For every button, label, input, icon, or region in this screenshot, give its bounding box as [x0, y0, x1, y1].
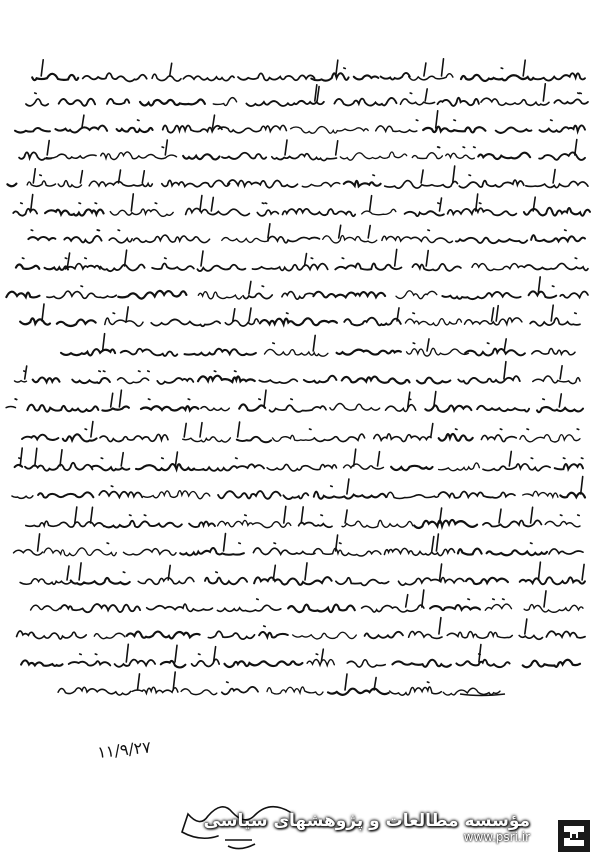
handwritten-line [13, 194, 590, 216]
handwritten-line [28, 224, 585, 243]
handwritten-line [15, 448, 583, 471]
watermark-banner [0, 808, 600, 864]
handwritten-line [26, 506, 580, 528]
handwritten-date: ۱۱/۹/۲۷ [96, 737, 152, 762]
handwritten-line [17, 618, 585, 640]
institute-credit [110, 808, 530, 844]
handwritten-line [20, 562, 585, 585]
handwritten-line [16, 249, 588, 271]
handwritten-line [15, 111, 585, 133]
handwritten-line [14, 534, 584, 557]
handwritten-line [6, 390, 583, 412]
institute-website: www.psri.ir [463, 830, 530, 844]
handwritten-line [32, 59, 585, 82]
handwritten-line [21, 644, 580, 667]
handwritten-line [61, 334, 575, 357]
psri-logo-icon [556, 818, 592, 854]
handwritten-line [6, 277, 588, 299]
handwritten-line [12, 477, 585, 499]
handwritten-line [22, 422, 580, 443]
handwritten-line [26, 84, 588, 106]
handwritten-line [7, 166, 588, 188]
handwritten-line [31, 590, 583, 612]
institute-name: مؤسسه مطالعات و پژوهشهای سیاسی [203, 811, 530, 831]
handwritten-line [15, 362, 581, 384]
handwritten-line [20, 304, 580, 326]
handwritten-line [58, 672, 500, 695]
handwritten-line [19, 140, 585, 161]
